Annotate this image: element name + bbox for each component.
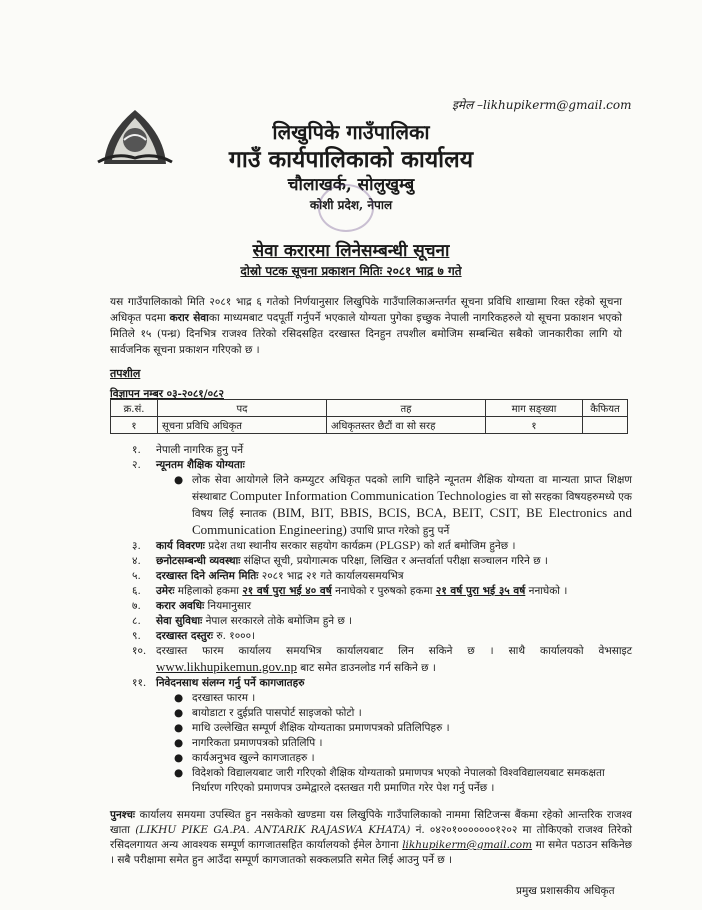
province: कोशी प्रदेश, नेपाल bbox=[309, 198, 393, 212]
item-text: २०८१ भाद्र २१ गते कार्यालयसमयभित्र bbox=[261, 570, 404, 582]
table-cell: सूचना प्रविधि अधिकृत bbox=[158, 417, 327, 434]
item-label: छनोटसम्बन्धी व्यवस्थाः bbox=[156, 555, 241, 567]
bullet-icon: ● bbox=[174, 722, 184, 734]
list-item bbox=[110, 736, 632, 751]
list-item bbox=[110, 751, 632, 766]
table-header: कैफियत bbox=[583, 400, 628, 417]
intro-text-a: यस गाउँपालिकाको मिति २०८१ भाद्र ६ गतेको निर्णयानुसार लिखुपिके गाउँपालिकाअन्तर्गत सूचना प्रविधि शाखामा रिक्त रहेको सूचना अधिकृत पदमा bbox=[110, 296, 622, 324]
item-text: २१ वर्ष पुरा भई ३५ वर्ष bbox=[435, 585, 526, 597]
org-name: लिखुपिके गाउँपालिका bbox=[272, 120, 430, 144]
table-cell: १ bbox=[486, 417, 583, 434]
office-stamp bbox=[318, 184, 374, 232]
item-text: विदेशको विद्यालयबाट जारी गरिएको शैक्षिक योग्यताको प्रमाणपत्र भएको नेपालको विश्वविद्यालयबाट समकक्षता निर्धारण गरिएको प्रमाणपत्र उम्मेद्वारले दस्तखत गरी प्रमाणित गरेर पेश गर्नु पर्नेछ । bbox=[192, 767, 605, 794]
footnote bbox=[110, 808, 632, 868]
item-number: १०. bbox=[132, 645, 147, 657]
bullet-icon: ● bbox=[174, 752, 184, 764]
item-number: २. bbox=[132, 459, 141, 471]
item-number: १. bbox=[132, 444, 141, 456]
item-number: ९. bbox=[132, 630, 141, 642]
list-item bbox=[110, 569, 632, 584]
item-text: ननाघेको । bbox=[528, 585, 568, 597]
website-link[interactable]: www.likhupikemun.gov.np bbox=[156, 659, 297, 674]
bullet-icon: ● bbox=[174, 737, 184, 749]
item-number: ११. bbox=[132, 677, 147, 689]
item-text: लोक सेवा आयोगले लिने कम्प्युटर अधिकृत पदको लागि चाहिने न्यूनतम शैक्षिक योग्यता वा मान्यता प्राप्त शिक्षण संस्थाबाट bbox=[192, 474, 632, 503]
item-text: निवेदनसाथ संलग्न गर्नु पर्ने कागजातहरु bbox=[156, 677, 305, 689]
item-text: महिलाको हकमा bbox=[177, 585, 239, 597]
item-label: उमेरः bbox=[156, 585, 175, 597]
item-label: करार अवधिः bbox=[156, 600, 205, 612]
table-cell: अधिकृतस्तर छैटौं वा सो सरह bbox=[327, 417, 486, 434]
table-header: क्र.सं. bbox=[111, 400, 158, 417]
item-text: दरखास्त फारम कार्यालय समयभित्र कार्यालयबाट लिन सकिने छ । साथै कार्यालयको वेभसाइट bbox=[156, 645, 632, 657]
signature-title: प्रमुख प्रशासकीय अधिकृत bbox=[516, 885, 615, 897]
item-text: उपाधि प्राप्त गरेको हुनु पर्ने bbox=[350, 525, 450, 537]
item-text: संक्षिप्त सूची, प्रयोगात्मक परिक्षा, लिखित र अन्तर्वार्ता परीक्षा सञ्चालन गरिने छ । bbox=[243, 555, 548, 567]
footnote-text: कार्यालय समयमा उपस्थित हुन नसकेको खण्डमा यस लिखुपिके गाउँपालिकाको नाममा सिटिजन्स बैंकमा रहेको आन्तरिक राजश्व खाता bbox=[110, 809, 632, 836]
item-label: कार्य विवरणः bbox=[156, 540, 205, 552]
item-number: ६. bbox=[132, 585, 141, 597]
item-text: नेपाली नागरिक हुनु पर्ने bbox=[156, 444, 244, 456]
list-item bbox=[110, 721, 632, 736]
intro-paragraph bbox=[110, 294, 622, 358]
item-label: दरखास्त दस्तुरः bbox=[156, 630, 213, 642]
item-text: माथि उल्लेखित सम्पूर्ण शैक्षिक योग्यताका प्रमाणपत्रको प्रतिलिपिहरु । bbox=[192, 722, 450, 734]
table-cell bbox=[583, 417, 628, 434]
item-text: वा सो सरहका विषयहरुमध्ये एक विषय लिई स्नातक bbox=[192, 491, 632, 520]
requirements-list bbox=[110, 443, 632, 796]
bullet-icon: ● bbox=[174, 767, 184, 779]
item-text: दरखास्त फारम । bbox=[192, 692, 256, 704]
item-number: ७. bbox=[132, 600, 141, 612]
list-item bbox=[110, 766, 632, 796]
list-item bbox=[110, 706, 632, 721]
item-text: न्यूनतम शैक्षिक योग्यताः bbox=[156, 459, 245, 471]
item-text: कार्यअनुभव खुल्ने कागजातहरु । bbox=[192, 752, 315, 764]
item-text: रु. १०००। bbox=[216, 630, 256, 642]
list-item bbox=[110, 599, 632, 614]
post-table bbox=[110, 399, 628, 434]
table-cell: १ bbox=[111, 417, 158, 434]
list-item bbox=[110, 676, 632, 691]
item-text: नेपाल सरकारले तोके बमोजिम हुने छ । bbox=[205, 615, 353, 627]
item-number: ३. bbox=[132, 540, 141, 552]
item-text: ननाघेको र पुरुषको हकमा bbox=[335, 585, 433, 597]
intro-text-b: करार सेवा bbox=[169, 312, 209, 324]
item-text: नियमानुसार bbox=[207, 600, 252, 612]
list-item bbox=[110, 473, 632, 539]
office-name: गाउँ कार्यपालिकाको कार्यालय bbox=[228, 146, 474, 173]
notice-subtitle: दोस्रो पटक सूचना प्रकाशन मितिः २०८१ भाद्र ७ गते bbox=[240, 264, 462, 278]
list-item bbox=[110, 644, 632, 676]
details-label: तपशील bbox=[110, 367, 141, 380]
table-row bbox=[111, 417, 628, 434]
bullet-icon: ● bbox=[174, 692, 184, 704]
footnote-text: नं. ०४२०१०००००००१२०२ मा तोकिएको राजश्व तिरेको रसिदलगायत अन्य आवश्यक सम्पूर्ण कागजातसहित कार्यालयको ईमेल ठेगाना bbox=[110, 824, 632, 851]
item-text: बायोडाटा र दुईप्रति पासपोर्ट साइजको फोटो । bbox=[192, 707, 362, 719]
item-text: २१ वर्ष पुरा भई ४० वर्ष bbox=[242, 585, 332, 597]
list-item bbox=[110, 629, 632, 644]
item-label: सेवा सुविधाः bbox=[156, 615, 203, 627]
table-header: पद bbox=[158, 400, 327, 417]
notice-title: सेवा करारमा लिनेसम्बन्धी सूचना bbox=[252, 241, 450, 261]
list-item bbox=[110, 691, 632, 706]
footnote-account-name: (LIKHU PIKE GA.PA. ANTARIK RAJASWA KHATA) bbox=[135, 824, 411, 836]
advertisement-number: विज्ञापन नम्बर ०३-२०८१/०८२ bbox=[110, 388, 224, 400]
item-text: प्रदेश तथा स्थानीय सरकार सहयोग कार्यक्रम (PLGSP) को शर्त बमोजिम हुनेछ । bbox=[208, 540, 516, 552]
list-item bbox=[110, 458, 632, 473]
table-header: माग सङ्ख्या bbox=[486, 400, 583, 417]
table-header-row bbox=[111, 400, 628, 417]
email-line: इमेल –likhupikerm@gmail.com bbox=[452, 98, 632, 112]
list-item bbox=[110, 584, 632, 599]
item-text: (BIM, BIT, BBIS, BCIS, BCA, BEIT, CSIT, BE Electronics and Communication Engineering) bbox=[192, 505, 632, 537]
list-item bbox=[110, 554, 632, 569]
table-header: तह bbox=[327, 400, 486, 417]
intro-text-c: का माध्यमबाट पदपूर्ती गर्नुपर्ने भएकाले योग्यता पुगेका इच्छुक नेपाली नागरिकहरुले यो सूचना प्रकाशन भएको मितिले १५ (पन्ध्र) दिनभित्र राजश्व तिरेको रसिदसहित दरखास्त दिनहुन तपशील बमोजिम सम्बन्धित सबैको जानकारीका लागि यो सार्वजनिक सूचना प्रकाशन गरिएको छ । bbox=[110, 312, 622, 356]
list-item bbox=[110, 614, 632, 629]
bullet-icon: ● bbox=[174, 474, 184, 486]
bullet-icon: ● bbox=[174, 707, 184, 719]
list-item bbox=[110, 539, 632, 554]
office-location: चौलाखर्क, सोलुखुम्बु bbox=[287, 175, 415, 195]
item-text: नागरिकता प्रमाणपत्रको प्रतिलिपि । bbox=[192, 737, 323, 749]
item-text: Computer Information Communication Technologies bbox=[229, 488, 507, 503]
list-item bbox=[110, 443, 632, 458]
item-number: ८. bbox=[132, 615, 141, 627]
footnote-email[interactable]: likhupikerm@gmail.com bbox=[402, 839, 533, 851]
footnote-text: मा समेत पठाउन सकिनेछ । सबै परीक्षामा समेत हुन आउँदा सम्पूर्ण कागजातको सक्कलप्रति समेत लिई आउनु पर्ने छ । bbox=[110, 839, 633, 866]
item-number: ४. bbox=[132, 555, 141, 567]
item-label: दरखास्त दिने अन्तिम मितिः bbox=[156, 570, 259, 582]
item-text: बाट समेत डाउनलोड गर्न सकिने छ । bbox=[300, 662, 436, 674]
item-number: ५. bbox=[132, 570, 141, 582]
footnote-label: पुनश्चः bbox=[110, 809, 136, 821]
